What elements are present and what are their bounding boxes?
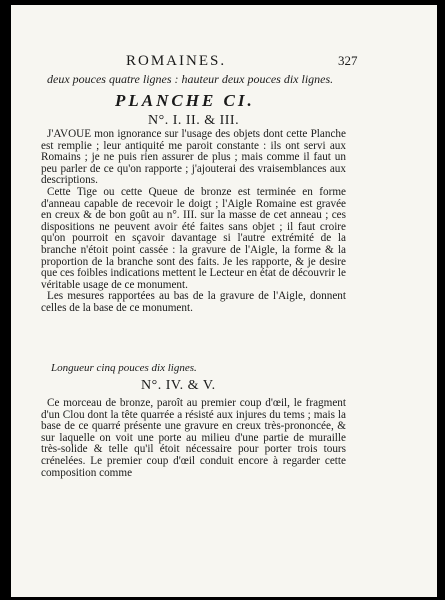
book-page: [8, 5, 439, 597]
running-head: ROMAINES.: [126, 53, 227, 69]
text-block-1: [41, 129, 346, 315]
paragraph-4: Ce morceau de bronze, paroît au premier coup d'œil, le fragment d'un Clou dont la tête quarrée a résisté aux injures du tems ; mais la base de ce quarré présente une gravure en creux très-prononcée, & sur laquelle on voit une porte au milieu d'une partie de muraille très-solide & telle qu'il étoit nécessaire pour porter trois tours crénelées. Le premier coup d'œil conduit encore à regarder cette composition comme: [41, 397, 346, 479]
measurement-subhead: deux pouces quatre lignes : hauteur deux pouces dix lignes.: [47, 72, 334, 86]
section-heading-2: N°. IV. & V.: [141, 378, 216, 393]
page-content: [11, 5, 437, 597]
page-number: 327: [338, 53, 358, 68]
paragraph-3: Les mesures rapportées au bas de la gravure de l'Aigle, donnent celles de la base de ce monument.: [41, 290, 346, 314]
text-block-2: [41, 398, 346, 479]
paragraph-2: Cette Tige ou cette Queue de bronze est terminée en forme d'anneau capable de recevoir le doigt ; l'Aigle Romaine est gravée en creux & de bon goût au n°. III. sur la masse de cet anneau ; ces dispositions ne peuvent avoir été faites sans objet ; il faut croire qu'on pourroit en sçavoir davantage si l'autre extrémité de la branche n'étoit point cassée : la gravure de l'Aigle, la forme & la proportion de la branche sont des faits. Je les rapporte, & je desire que ces foibles indications mettent le Lecteur en état de découvrir le véritable usage de ce monument.: [41, 185, 346, 291]
plate-title: PLANCHE CI.: [115, 91, 255, 110]
section-heading-1: N°. I. II. & III.: [148, 113, 240, 128]
measure-line: Longueur cinq pouces dix lignes.: [51, 362, 197, 374]
paragraph-1: J'AVOUE mon ignorance sur l'usage des objets dont cette Planche est remplie ; leur antiquité me paroit constante : ils ont servi aux Romains ; je ne puis rien assurer de plus ; mais comme il faut un peu parler de ce qu'on rapporte ; j'ajouterai des vraisemblances aux descriptions.: [41, 128, 346, 187]
